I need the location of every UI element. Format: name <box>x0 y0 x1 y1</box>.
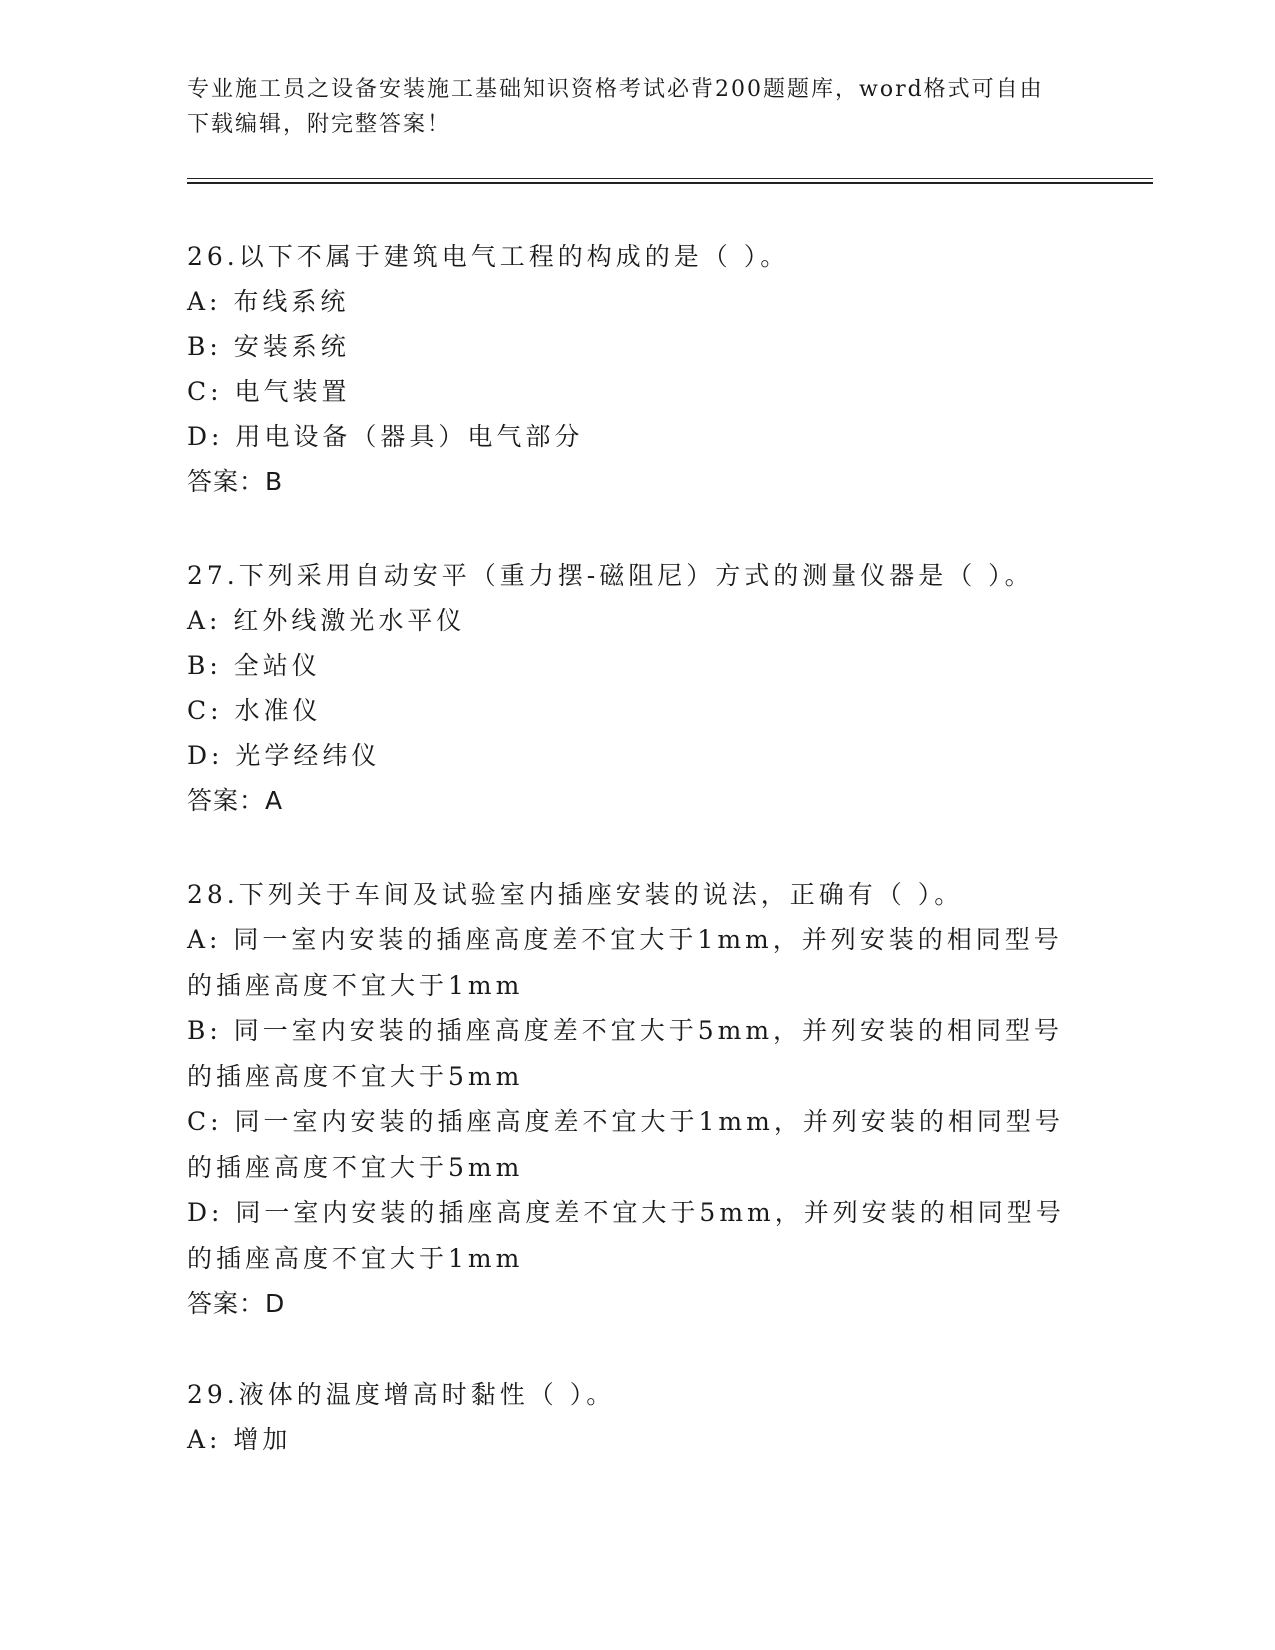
question-26 <box>187 234 1087 504</box>
option-a: A: 红外线激光水平仪 <box>187 606 466 635</box>
header-divider-thick <box>187 182 1153 184</box>
answer: 答案：D <box>187 1289 286 1318</box>
answer: 答案：B <box>187 467 284 496</box>
question-29 <box>187 1372 1087 1462</box>
option-d: D: 同一室内安装的插座高度差不宜大于5mm，并列安装的相同型号的插座高度不宜大于1mm <box>187 1198 1065 1273</box>
option-a: A: 同一室内安装的插座高度差不宜大于1mm，并列安装的相同型号的插座高度不宜大于1mm <box>187 925 1063 1000</box>
question-stem: 26.以下不属于建筑电气工程的构成的是（ ）。 <box>187 242 790 271</box>
answer: 答案：A <box>187 786 284 815</box>
option-b: B: 同一室内安装的插座高度差不宜大于5mm，并列安装的相同型号的插座高度不宜大于5mm <box>187 1016 1064 1091</box>
option-c: C: 同一室内安装的插座高度差不宜大于1mm，并列安装的相同型号的插座高度不宜大于5mm <box>187 1107 1064 1182</box>
option-b: B: 全站仪 <box>187 651 321 680</box>
question-stem: 28.下列关于车间及试验室内插座安装的说法，正确有（ ）。 <box>187 880 964 909</box>
question-28 <box>187 872 1087 1326</box>
question-stem: 29.液体的温度增高时黏性（ ）。 <box>187 1380 616 1409</box>
option-d: D: 用电设备（器具）电气部分 <box>187 422 584 451</box>
document-header <box>187 72 1067 142</box>
question-27 <box>187 553 1087 823</box>
option-d: D: 光学经纬仪 <box>187 741 381 770</box>
option-b: B: 安装系统 <box>187 332 350 361</box>
option-a: A: 布线系统 <box>187 287 350 316</box>
option-c: C: 电气装置 <box>187 377 351 406</box>
header-divider-thin <box>187 178 1153 179</box>
option-c: C: 水准仪 <box>187 696 322 725</box>
header-text: 专业施工员之设备安装施工基础知识资格考试必背200题题库，word格式可自由下载编辑，附完整答案！ <box>187 77 1044 137</box>
question-stem: 27.下列采用自动安平（重力摆-磁阻尼）方式的测量仪器是（ ）。 <box>187 561 1034 590</box>
option-a: A: 增加 <box>187 1425 292 1454</box>
